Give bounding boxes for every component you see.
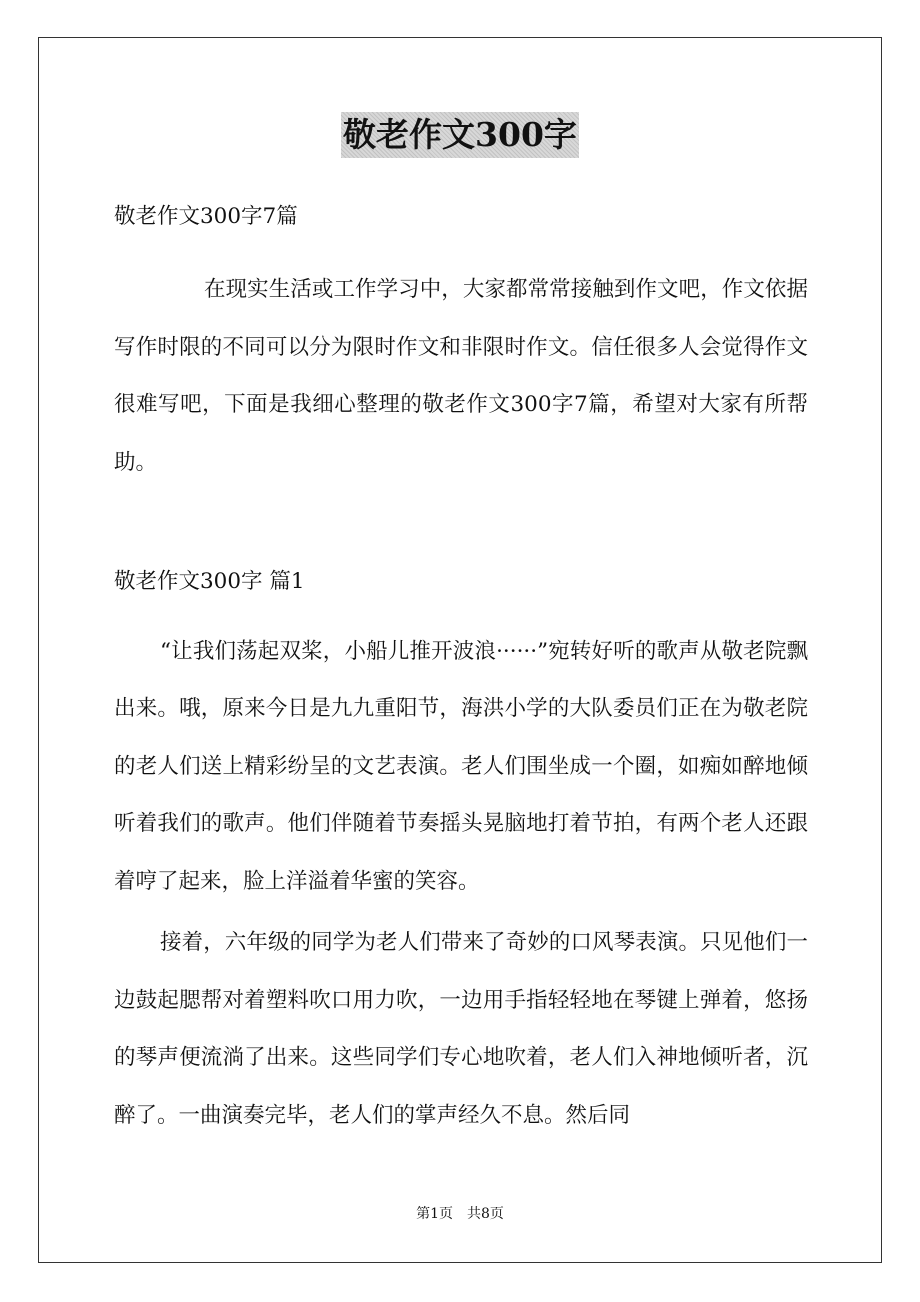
document-title bbox=[0, 112, 920, 158]
page-footer bbox=[0, 1204, 920, 1224]
page-total: 共8页 bbox=[467, 1206, 504, 1222]
document-body bbox=[114, 198, 808, 1144]
body-paragraph-1: “让我们荡起双桨，小船儿推开波浪······”宛转好听的歌声从敬老院飘出来。哦，原来今日是九九重阳节，海洪小学的大队委员们正在为敬老院的老人们送上精彩纷呈的文艺表演。老人们围坐成一个圈，如痴如醉地倾听着我们的歌声。他们伴随着节奏摇头晃脑地打着节拍，有两个老人还跟着哼了起来，脸上洋溢着华蜜的笑容。 bbox=[114, 638, 808, 894]
section-heading: 敬老作文300字 篇1 bbox=[114, 569, 305, 594]
document-title-text: 敬老作文300字 bbox=[341, 112, 579, 158]
page-number: 第1页 bbox=[416, 1206, 453, 1222]
body-paragraph-2: 接着，六年级的同学为老人们带来了奇妙的口风琴表演。只见他们一边鼓起腮帮对着塑料吹口用力吹，一边用手指轻轻地在琴键上弹着，悠扬的琴声便流淌了出来。这些同学们专心地吹着，老人们入神地倾听者，沉醉了。一曲演奏完毕，老人们的掌声经久不息。然后同 bbox=[114, 930, 808, 1128]
document-subtitle: 敬老作文300字7篇 bbox=[114, 204, 298, 229]
intro-paragraph: 在现实生活或工作学习中，大家都常常接触到作文吧，作文依据写作时限的不同可以分为限时作文和非限时作文。信任很多人会觉得作文很难写吧，下面是我细心整理的敬老作文300字7篇，希望对大家有所帮助。 bbox=[114, 277, 808, 475]
